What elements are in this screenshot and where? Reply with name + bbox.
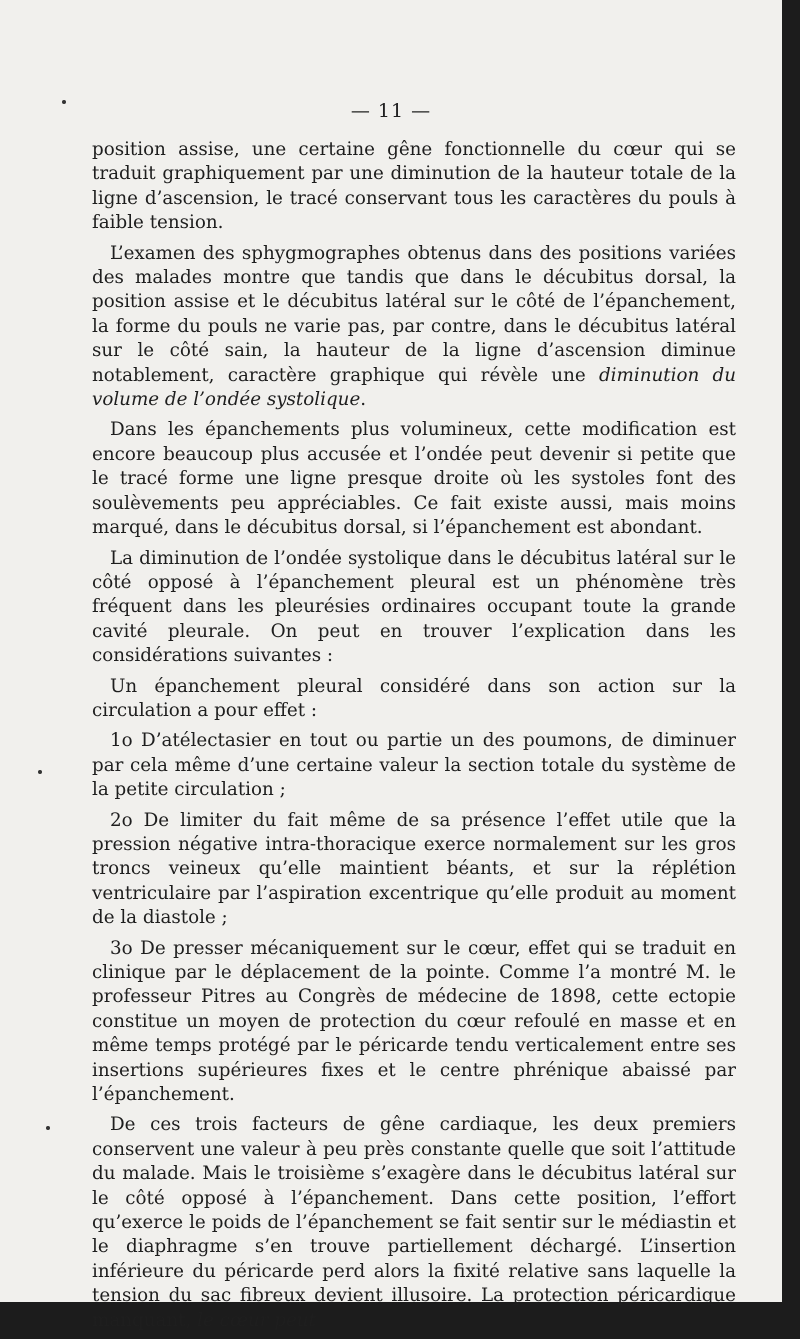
paragraph-3: Dans les épanchements plus volumineux, cette modification est encore beaucoup plus accusée et l’ondée peut devenir si petite que le tracé forme une ligne presque droite où les systoles font des soulèvements peu appréciables. Ce fait existe aussi, mais moins marqué, dans le décubitus dorsal, si l’épanchement est abondant. [92,419,736,539]
paragraph-9: De ces trois facteurs de gêne cardiaque, les deux premiers conservent une valeur à peu près constante quelle que soit l’attitude du malade. Mais le troisième s’exagère dans le décubitus latéral sur le côté opposé à l’épanchement. Dans cette position, l’effort qu’exerce le poids de l’épanchement se fait sentir sur le médiastin et le diaphragme s’en trouve partiellement déchargé. L’insertion inférieure du péricarde perd alors la fixité relative sans laquelle la tension du sac fibreux devient illusoire. La protection péricardique manquant, le cœur peut [92,1114,736,1331]
italic-phrase: diminution du volume de l’ondée systolique [92,364,736,411]
speck-mark [38,770,42,774]
paragraph-6: 1o D’atélectasier en tout ou partie un des poumons, de diminuer par cela même d’une certaine valeur la section totale du système de la petite circulation ; [92,730,736,801]
italic-phrase: le cœur peut [197,1309,316,1331]
paragraph-2: L’examen des sphygmographes obtenus dans des positions variées des malades montre que tandis que dans le décubitus dorsal, la position assise et le décubitus latéral sur le côté de l’épanchement, la forme du pouls ne varie pas, par contre, dans le décubitus latéral sur le côté sain, la hauteur de la ligne d’ascension diminue notablement, caractère graphique qui révèle une diminution du volume de l’ondée systolique. [92,242,736,411]
paragraph-8: 3o De presser mécaniquement sur le cœur, effet qui se traduit en clinique par le déplacement de la pointe. Comme l’a montré M. le professeur Pitres au Congrès de médecine de 1898, cette ectopie constitue un moyen de protection du cœur refoulé en masse et en même temps protégé par le péricarde tendu verticalement entre ses insertions supérieures fixes et le centre phrénique abaissé par l’épanchement. [92,937,736,1106]
paragraph-4: La diminution de l’ondée systolique dans le décubitus latéral sur le côté opposé à l’épanchement pleural est un phénomène très fréquent dans les pleurésies ordinaires occupant toute la grande cavité pleurale. On peut en trouver l’explication dans les considérations suivantes : [92,547,736,667]
body-text [92,138,736,1339]
speck-mark [46,1126,50,1130]
paragraph-7: 2o De limiter du fait même de sa présence l’effet utile que la pression négative intra-thoracique exerce normalement sur les gros troncs veineux qu’elle maintient béants, et sur la réplétion ventriculaire par l’aspiration excentrique qu’elle produit au moment de la diastole ; [92,809,736,929]
speck-mark [62,100,66,104]
paragraph-5: Un épanchement pleural considéré dans son action sur la circulation a pour effet : [92,675,736,721]
page-number: — 11 — [350,100,432,122]
paragraph-1: position assise, une certaine gêne fonctionnelle du cœur qui se traduit graphiquement par une diminution de la hauteur totale de la ligne d’ascension, le tracé conservant tous les caractères du pouls à faible tension. [92,139,736,234]
